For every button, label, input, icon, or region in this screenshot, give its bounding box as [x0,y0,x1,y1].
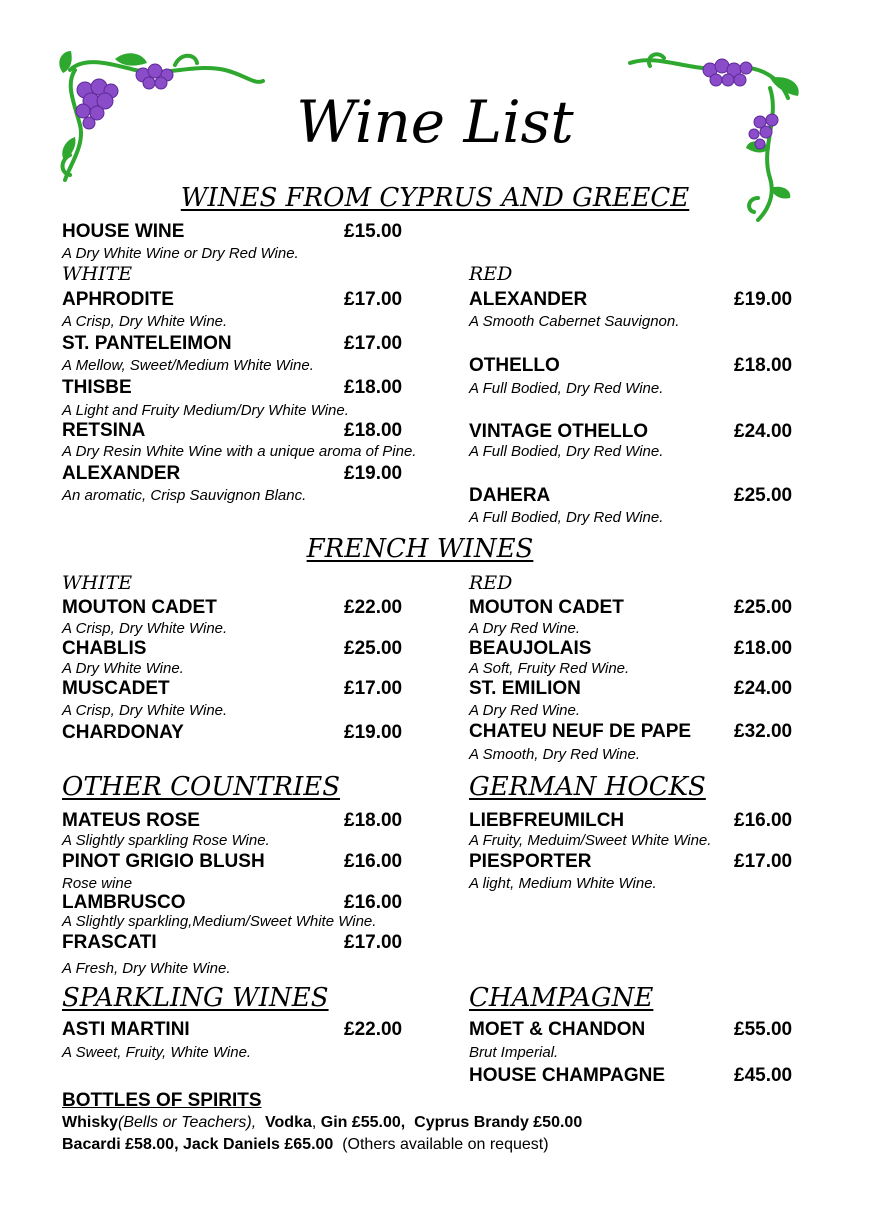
spirits-heading: BOTTLES OF SPIRITS [62,1090,262,1111]
wine-price: £18.00 [344,377,403,398]
wine-name: ST. PANTELEIMON [62,333,232,354]
spirits-line-2 [62,1136,549,1154]
wine-price: £25.00 [734,597,793,618]
wine-price: £16.00 [734,810,793,831]
wine-description: A Fruity, Meduim/Sweet White Wine. [469,832,712,849]
wine-name: CHATEU NEUF DE PAPE [469,721,692,742]
wine-price: £15.00 [344,221,403,242]
wine-price: £16.00 [344,851,403,872]
wine-description: A Smooth, Dry Red Wine. [469,746,641,763]
wine-price: £55.00 [734,1019,793,1040]
wine-description: A Fresh, Dry White Wine. [62,960,231,977]
section-heading-german: GERMAN HOCKS [469,772,706,802]
wine-description: A Crisp, Dry White Wine. [62,620,228,637]
wine-name: THISBE [62,377,132,398]
wine-name: FRASCATI [62,932,157,953]
wine-price: £17.00 [734,851,793,872]
wine-price: £32.00 [734,721,793,742]
wine-name: PIESPORTER [469,851,592,872]
wine-description: A Crisp, Dry White Wine. [62,313,228,330]
wine-name: APHRODITE [62,289,174,310]
wine-name: LIEBFREUMILCH [469,810,625,831]
wine-price: £16.00 [344,892,403,913]
wine-name: ST. EMILION [469,678,581,699]
wine-name: MOUTON CADET [469,597,624,618]
wine-name: MOUTON CADET [62,597,217,618]
wine-name: MUSCADET [62,678,170,699]
wine-description: A Smooth Cabernet Sauvignon. [469,313,680,330]
spirit-whisky: Whisky [62,1114,119,1131]
wine-name: PINOT GRIGIO BLUSH [62,851,265,872]
wine-description: A light, Medium White Wine. [469,875,657,892]
column-heading-red: RED [469,263,513,285]
spirit-gin-price: Gin £55.00, [320,1114,406,1131]
wine-name: RETSINA [62,420,146,441]
wine-price: £24.00 [734,421,793,442]
wine-price: £18.00 [344,810,403,831]
wine-name: CHARDONAY [62,722,184,743]
wine-price: £19.00 [344,722,403,743]
wine-name: DAHERA [469,485,551,506]
column-heading-white: WHITE [62,263,133,285]
wine-price: £17.00 [344,289,403,310]
wine-description: A Light and Fruity Medium/Dry White Wine. [62,402,349,419]
wine-price: £45.00 [734,1065,793,1086]
column-heading-white: WHITE [62,572,133,594]
wine-price: £17.00 [344,678,403,699]
wine-price: £19.00 [344,463,403,484]
wine-description: A Soft, Fruity Red Wine. [469,660,630,677]
wine-name: LAMBRUSCO [62,892,186,913]
wine-description: A Dry White Wine. [62,660,184,677]
spirits-others-note: (Others available on request) [342,1136,549,1153]
wine-price: £17.00 [344,333,403,354]
wine-name: MATEUS ROSE [62,810,200,831]
wine-description: A Dry Red Wine. [469,702,581,719]
spirit-vodka: Vodka [265,1114,312,1131]
wine-price: £18.00 [734,355,793,376]
wine-name: BEAUJOLAIS [469,638,592,659]
wine-name: HOUSE WINE [62,221,185,242]
wine-description: A Full Bodied, Dry Red Wine. [469,443,664,460]
wine-price: £17.00 [344,932,403,953]
wine-name: CHABLIS [62,638,147,659]
section-heading-french: FRENCH WINES [306,534,534,564]
wine-description: A Slightly sparkling,Medium/Sweet White Wine. [62,913,377,930]
wine-price: £18.00 [734,638,793,659]
wine-description: A Dry White Wine or Dry Red Wine. [62,245,299,262]
spirit-whisky-note: (Bells or Teachers), [118,1114,257,1131]
section-heading-sparkling: SPARKLING WINES [62,983,329,1013]
section-heading-champagne: CHAMPAGNE [469,983,654,1013]
wine-price: £25.00 [734,485,793,506]
wine-description: An aromatic, Crisp Sauvignon Blanc. [62,487,307,504]
column-heading-red: RED [469,572,513,594]
wine-description: A Crisp, Dry White Wine. [62,702,228,719]
wine-price: £24.00 [734,678,793,699]
spirits-line-1: Whisky(Bells or Teachers), Vodka, Gin £55.00, Cyprus Brandy £50.00 [62,1114,583,1131]
wine-description: A Dry Red Wine. [469,620,581,637]
spirit-bacardi-jack: Bacardi £58.00, Jack Daniels £65.00 [62,1136,334,1153]
wine-price: £22.00 [344,597,403,618]
wine-description: A Full Bodied, Dry Red Wine. [469,509,664,526]
wine-description: Brut Imperial. [469,1044,559,1061]
wine-name: MOET & CHANDON [469,1019,646,1040]
wine-description: A Dry Resin White Wine with a unique aroma of Pine. [62,443,417,460]
wine-price: £25.00 [344,638,403,659]
wine-name: ALEXANDER [469,289,588,310]
wine-price: £18.00 [344,420,403,441]
wine-description: Rose wine [62,875,133,892]
section-heading-cyprus: WINES FROM CYPRUS AND GREECE [180,183,690,213]
wine-name: VINTAGE OTHELLO [469,421,649,442]
wine-description: A Mellow, Sweet/Medium White Wine. [62,357,314,374]
wine-name: HOUSE CHAMPAGNE [469,1065,665,1086]
page-title: Wine List [296,88,574,156]
wine-name: ASTI MARTINI [62,1019,190,1040]
wine-name: ALEXANDER [62,463,181,484]
wine-description: A Slightly sparkling Rose Wine. [62,832,270,849]
wine-price: £22.00 [344,1019,403,1040]
section-heading-other-countries: OTHER COUNTRIES [62,772,341,802]
wine-description: A Sweet, Fruity, White Wine. [62,1044,252,1061]
wine-price: £19.00 [734,289,793,310]
wine-name: OTHELLO [469,355,560,376]
spirit-brandy: Cyprus Brandy £50.00 [414,1114,583,1131]
wine-description: A Full Bodied, Dry Red Wine. [469,380,664,397]
